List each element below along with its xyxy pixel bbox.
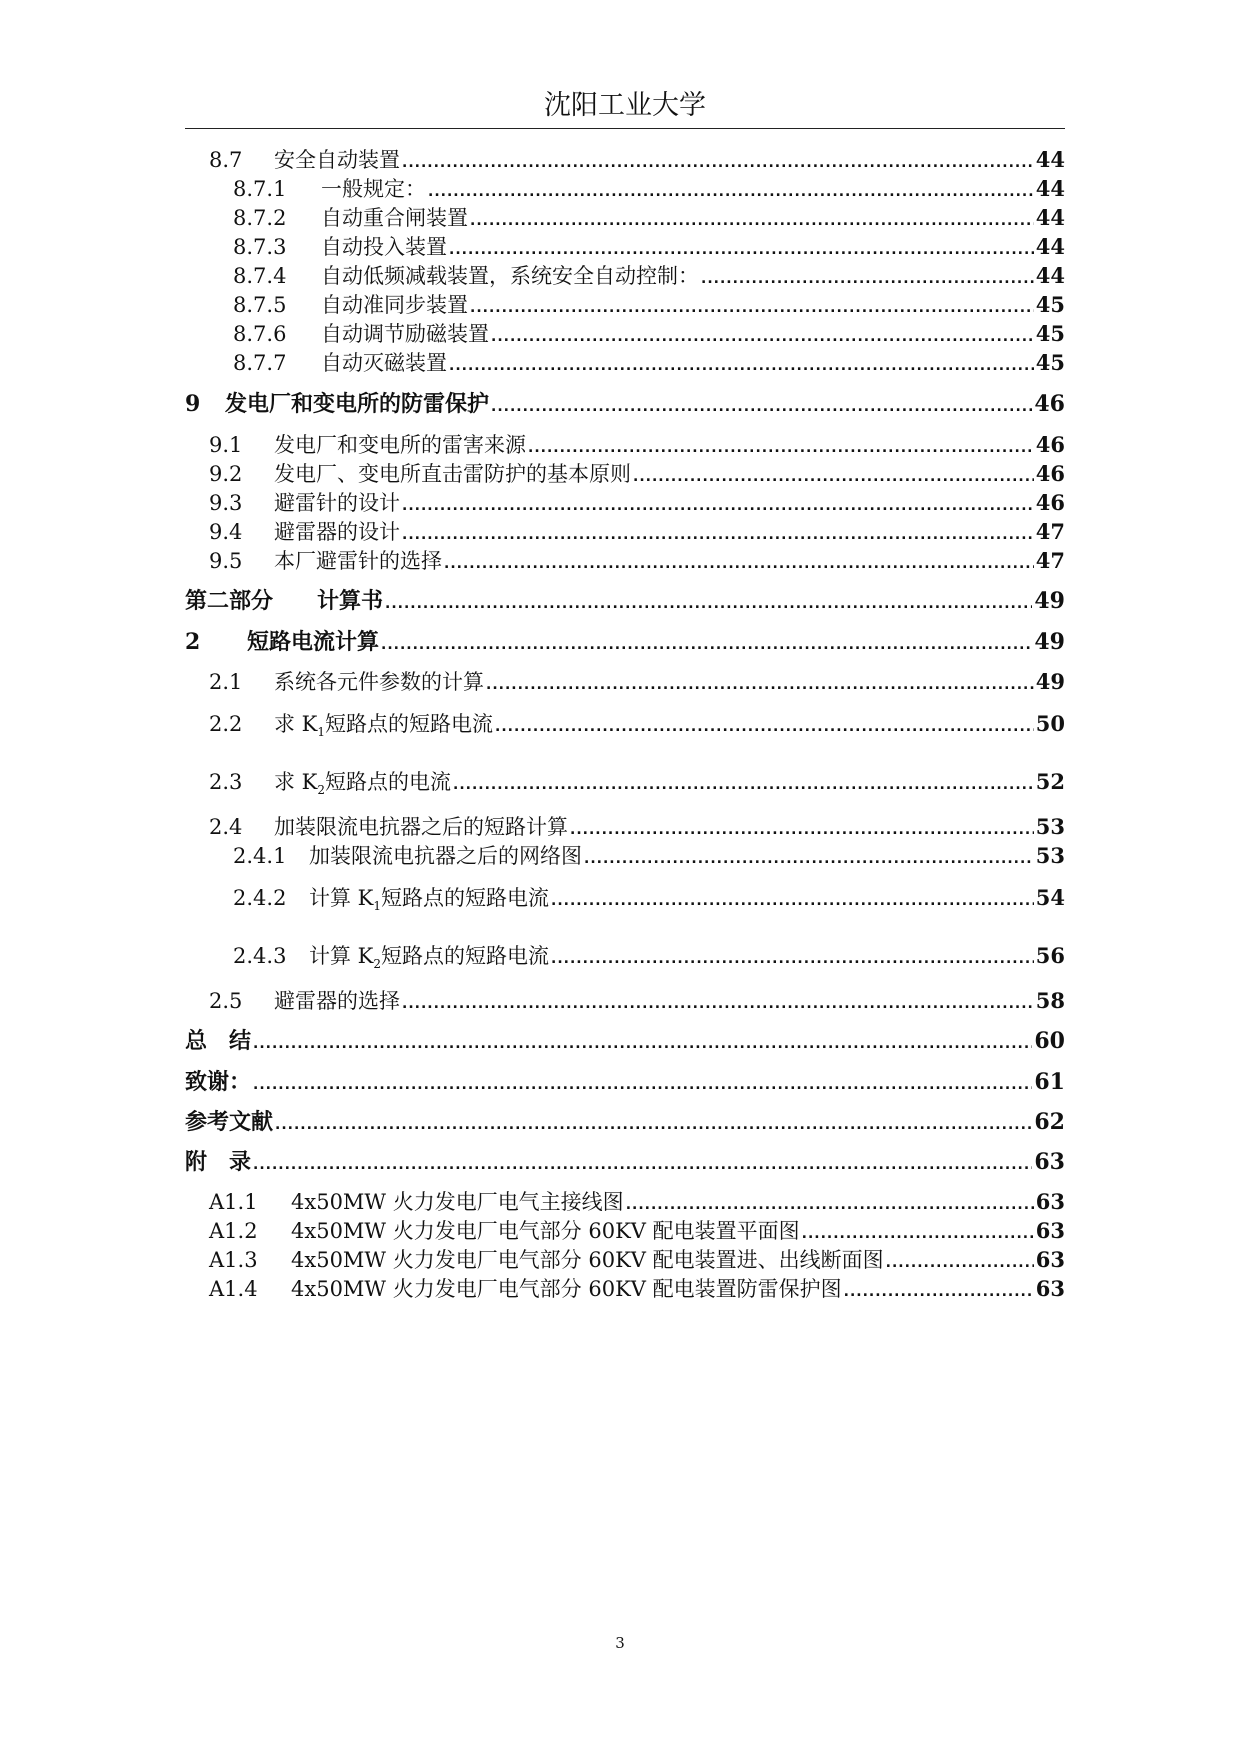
toc-leader-dots <box>470 297 1034 319</box>
toc-entry-page: 63 <box>1035 1218 1065 1243</box>
toc-entry-number: 2.5 <box>209 989 243 1013</box>
toc-entry-number: 8.7.5 <box>233 293 287 317</box>
toc-leader-dots <box>886 1252 1034 1274</box>
toc-entry[interactable] <box>185 768 1065 796</box>
toc-entry-number: 9.2 <box>209 462 243 486</box>
toc-entry-page: 60 <box>1034 1028 1065 1054</box>
toc-entry[interactable] <box>185 1246 1065 1274</box>
toc-leader-dots <box>470 210 1034 232</box>
toc-entry-page: 45 <box>1035 321 1065 346</box>
toc-entry[interactable] <box>185 1275 1065 1303</box>
toc-entry-title <box>274 710 493 738</box>
toc-entry-number: 2.4.1 <box>233 844 287 868</box>
toc-entry-number: 8.7.6 <box>233 322 287 346</box>
toc-leader-dots <box>551 890 1034 912</box>
toc-leader-dots <box>495 716 1034 738</box>
toc-entry-page: 62 <box>1034 1109 1065 1135</box>
toc-entry[interactable] <box>185 489 1065 517</box>
toc-entry-title: 避雷器的选择 <box>274 989 400 1013</box>
toc-entry-number: 2.4 <box>209 815 243 839</box>
toc-entry-subscript: 2 <box>373 957 382 972</box>
toc-entry[interactable] <box>185 1027 1065 1055</box>
toc-entry-title-suffix: 短路点的短路电流 <box>325 712 494 736</box>
toc-entry-title: 加装限流电抗器之后的短路计算 <box>274 815 568 839</box>
toc-entry-number: 8.7.1 <box>233 177 287 201</box>
toc-leader-dots <box>253 1033 1032 1055</box>
toc-entry-page: 63 <box>1035 1276 1065 1301</box>
toc-entry-page: 63 <box>1035 1189 1065 1214</box>
toc-entry[interactable] <box>185 460 1065 488</box>
toc-entry-title: 一般规定： <box>321 177 426 201</box>
toc-entry-title-suffix: 短路点的短路电流 <box>381 886 550 910</box>
toc-entry[interactable] <box>185 146 1065 174</box>
toc-entry-page: 46 <box>1035 490 1065 515</box>
toc-entry-title: 安全自动装置 <box>274 148 400 172</box>
toc-entry-title: 第二部分 计算书 <box>185 588 384 614</box>
toc-entry-title: 自动投入装置 <box>321 235 447 259</box>
toc-entry[interactable] <box>185 175 1065 203</box>
toc-leader-dots <box>253 1074 1032 1096</box>
toc-entry-number: 9.3 <box>209 491 243 515</box>
toc-entry-number: 8.7.4 <box>233 264 287 288</box>
toc-entry-page: 44 <box>1035 263 1065 288</box>
toc-entry-number: 9.4 <box>209 520 243 544</box>
toc-entry[interactable] <box>185 710 1065 738</box>
toc-entry-number: 9 <box>185 391 201 417</box>
toc-entry[interactable] <box>185 431 1065 459</box>
toc-leader-dots <box>402 152 1034 174</box>
toc-entry-number: 9.1 <box>209 433 243 457</box>
toc-entry-page: 56 <box>1035 943 1065 968</box>
toc-leader-dots <box>626 1194 1034 1216</box>
toc-leader-dots <box>844 1281 1034 1303</box>
toc-entry-page: 47 <box>1035 548 1065 573</box>
toc-leader-dots <box>491 396 1032 418</box>
toc-leader-dots <box>491 326 1034 348</box>
toc-entry-title <box>274 768 451 796</box>
toc-entry-number: A1.2 <box>209 1219 258 1243</box>
toc-leader-dots <box>275 1114 1032 1136</box>
toc-entry-number: 8.7.2 <box>233 206 287 230</box>
toc-entry[interactable] <box>185 1068 1065 1096</box>
toc-entry[interactable] <box>185 587 1065 615</box>
page-number: 3 <box>615 1634 625 1652</box>
toc-entry-page: 49 <box>1034 629 1065 655</box>
toc-entry[interactable] <box>185 1217 1065 1245</box>
toc-entry-page: 49 <box>1035 669 1065 694</box>
toc-leader-dots <box>528 437 1034 459</box>
toc-entry[interactable] <box>185 1108 1065 1136</box>
toc-entry-title: 避雷针的设计 <box>274 491 400 515</box>
toc-entry[interactable] <box>185 204 1065 232</box>
toc-entry-number: 2.1 <box>209 670 243 694</box>
toc-leader-dots <box>402 524 1034 546</box>
toc-leader-dots <box>701 268 1034 290</box>
toc-leader-dots <box>385 593 1032 615</box>
toc-entry[interactable] <box>185 884 1065 912</box>
toc-entry[interactable] <box>185 1148 1065 1176</box>
toc-leader-dots <box>449 355 1034 377</box>
toc-entry-page: 49 <box>1034 588 1065 614</box>
toc-entry-title: 自动重合闸装置 <box>321 206 468 230</box>
toc-leader-dots <box>802 1223 1034 1245</box>
toc-entry-subscript: 2 <box>317 783 326 798</box>
toc-entry-title-suffix: 短路点的电流 <box>325 770 452 794</box>
toc-entry-page: 53 <box>1035 814 1065 839</box>
toc-entry-page: 53 <box>1035 843 1065 868</box>
toc-entry[interactable] <box>185 668 1065 696</box>
toc-entry-page: 50 <box>1035 711 1065 736</box>
toc-entry-title-prefix: 求 K <box>274 712 318 736</box>
toc-entry[interactable] <box>185 320 1065 348</box>
toc-entry[interactable] <box>185 813 1065 841</box>
toc-entry-title: 短路电流计算 <box>225 629 380 655</box>
toc-entry[interactable] <box>185 842 1065 870</box>
toc-entry[interactable] <box>185 942 1065 970</box>
toc-entry[interactable] <box>185 262 1065 290</box>
toc-entry-title: 自动低频减载装置，系统安全自动控制： <box>321 264 699 288</box>
toc-entry-title: 参考文献 <box>185 1109 274 1135</box>
toc-entry-title: 发电厂和变电所的防雷保护 <box>225 391 490 417</box>
toc-entry-page: 58 <box>1035 988 1065 1013</box>
toc-entry-title: 总 结 <box>185 1028 252 1054</box>
toc-entry-title: 4x50MW 火力发电厂电气部分 60KV 配电装置进、出线断面图 <box>291 1248 884 1272</box>
toc-leader-dots <box>551 948 1034 970</box>
toc-entry-title-prefix: 计算 K <box>309 944 374 968</box>
toc-entry-title: 发电厂和变电所的雷害来源 <box>274 433 526 457</box>
toc-entry-title: 4x50MW 火力发电厂电气部分 60KV 配电装置平面图 <box>291 1219 800 1243</box>
toc-entry-page: 63 <box>1035 1247 1065 1272</box>
toc-leader-dots <box>570 819 1034 841</box>
toc-entry-number: 8.7.7 <box>233 351 287 375</box>
page-header-title: 沈阳工业大学 <box>544 90 706 121</box>
toc-entry[interactable] <box>185 987 1065 1015</box>
toc-entry-title: 4x50MW 火力发电厂电气部分 60KV 配电装置防雷保护图 <box>291 1277 842 1301</box>
toc-entry-title: 本厂避雷针的选择 <box>274 549 442 573</box>
toc-entry[interactable] <box>185 390 1065 418</box>
toc-entry-number: 2.4.2 <box>233 886 287 910</box>
toc-entry[interactable] <box>185 233 1065 261</box>
toc-entry-title <box>309 884 549 912</box>
toc-leader-dots <box>428 181 1034 203</box>
header-divider <box>185 128 1065 129</box>
toc-entry-title: 致谢： <box>185 1069 252 1095</box>
toc-entry-subscript: 1 <box>373 899 382 914</box>
toc-leader-dots <box>402 495 1034 517</box>
toc-leader-dots <box>402 993 1034 1015</box>
toc-leader-dots <box>253 1154 1032 1176</box>
toc-entry[interactable] <box>185 628 1065 656</box>
toc-entry-page: 44 <box>1035 176 1065 201</box>
toc-leader-dots <box>633 466 1034 488</box>
toc-leader-dots <box>584 848 1034 870</box>
toc-entry-number: 2.3 <box>209 770 243 794</box>
toc-entry-number: 8.7.3 <box>233 235 287 259</box>
toc-leader-dots <box>444 553 1034 575</box>
toc-entry-title-prefix: 求 K <box>274 770 318 794</box>
toc-entry-page: 46 <box>1034 391 1065 417</box>
toc-entry-title: 自动准同步装置 <box>321 293 468 317</box>
toc-entry-number: 9.5 <box>209 549 243 573</box>
toc-entry-title-suffix: 短路点的短路电流 <box>381 944 550 968</box>
toc-entry-page: 46 <box>1035 432 1065 457</box>
toc-entry-title: 避雷器的设计 <box>274 520 400 544</box>
toc-entry-title-prefix: 计算 K <box>309 886 374 910</box>
toc-entry-page: 44 <box>1035 147 1065 172</box>
toc-entry-number: A1.3 <box>209 1248 258 1272</box>
toc-entry-page: 54 <box>1035 885 1065 910</box>
toc-entry-page: 45 <box>1035 350 1065 375</box>
toc-leader-dots <box>486 674 1034 696</box>
toc-entry-number: 8.7 <box>209 148 243 172</box>
toc-entry-page: 52 <box>1035 769 1065 794</box>
toc-entry-page: 47 <box>1035 519 1065 544</box>
toc-entry-number: 2 <box>185 629 201 655</box>
toc-entry-title: 4x50MW 火力发电厂电气主接线图 <box>291 1190 624 1214</box>
toc-entry-title: 发电厂、变电所直击雷防护的基本原则 <box>274 462 631 486</box>
toc-entry-page: 44 <box>1035 234 1065 259</box>
toc-leader-dots <box>381 634 1032 656</box>
toc-entry-title: 系统各元件参数的计算 <box>274 670 484 694</box>
toc-entry-page: 45 <box>1035 292 1065 317</box>
toc-entry[interactable] <box>185 349 1065 377</box>
toc-entry-number: 2.4.3 <box>233 944 287 968</box>
toc-leader-dots <box>449 239 1034 261</box>
toc-entry-number: 2.2 <box>209 712 243 736</box>
toc-entry[interactable] <box>185 1188 1065 1216</box>
toc-entry-page: 63 <box>1034 1149 1065 1175</box>
toc-entry-subscript: 1 <box>317 725 326 740</box>
toc-entry-title <box>309 942 549 970</box>
toc-entry-page: 46 <box>1035 461 1065 486</box>
toc-entry-page: 61 <box>1034 1069 1065 1095</box>
toc-entry[interactable] <box>185 547 1065 575</box>
toc-entry-number: A1.4 <box>209 1277 258 1301</box>
toc-entry-number: A1.1 <box>209 1190 258 1214</box>
toc-entry[interactable] <box>185 518 1065 546</box>
toc-entry-title: 加装限流电抗器之后的网络图 <box>309 844 582 868</box>
toc-leader-dots <box>453 774 1034 796</box>
toc-entry-title: 附 录 <box>185 1149 252 1175</box>
toc-entry[interactable] <box>185 291 1065 319</box>
toc-entry-title: 自动灭磁装置 <box>321 351 447 375</box>
toc-entry-page: 44 <box>1035 205 1065 230</box>
toc-entry-title: 自动调节励磁装置 <box>321 322 489 346</box>
